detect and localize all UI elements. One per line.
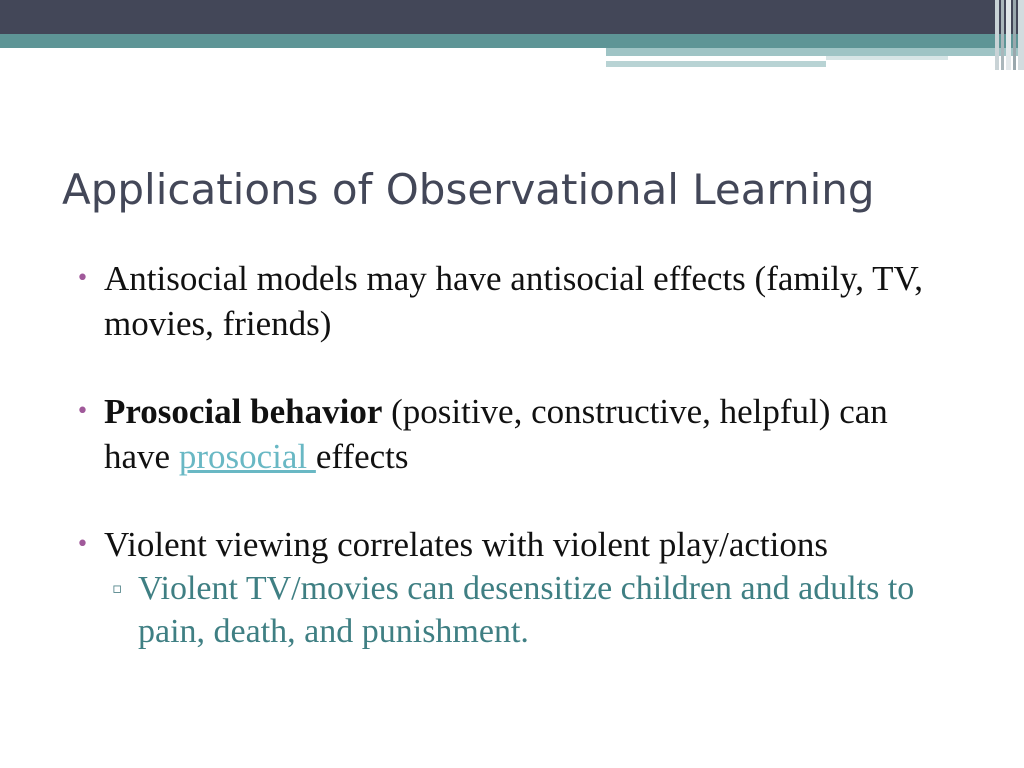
header-stripe [1018, 0, 1024, 70]
bullet-dot-icon: • [76, 399, 89, 424]
bullet-text: effects [315, 437, 409, 476]
prosocial-link[interactable]: prosocial [178, 437, 316, 476]
header-accent-band [606, 48, 1024, 56]
slide-title: Applications of Observational Learning [62, 165, 875, 214]
bullet-item [74, 522, 954, 653]
bullet-item [74, 256, 954, 346]
header-stripes [992, 0, 1024, 70]
sub-bullet-square-icon: ▫ [112, 579, 123, 597]
header-accent-band [606, 61, 826, 67]
header-stripe [1001, 0, 1004, 70]
bullet-dot-icon: • [76, 532, 89, 557]
header-dark-band [0, 0, 1024, 34]
bullet-dot-icon: • [76, 266, 89, 291]
header-accent-band [826, 56, 948, 60]
bullet-text: Antisocial models may have antisocial effects (family, TV, movies, friends) [104, 259, 924, 343]
header-stripe [1006, 0, 1011, 70]
bullet-text: (positive, constructive, helpful) can have [104, 392, 888, 476]
bullet-bold-term: Prosocial behavior [104, 392, 383, 431]
header-stripe [995, 0, 999, 70]
sub-bullet-text: Violent TV/movies can desensitize children and adults to pain, death, and punishment. [138, 570, 915, 650]
bullet-list [74, 256, 954, 653]
bullet-text: Violent viewing correlates with violent play/actions [104, 525, 828, 564]
header-teal-band [0, 34, 1024, 48]
bullet-item [74, 389, 954, 479]
sub-bullet-item [104, 567, 954, 653]
header-stripe [1013, 0, 1016, 70]
